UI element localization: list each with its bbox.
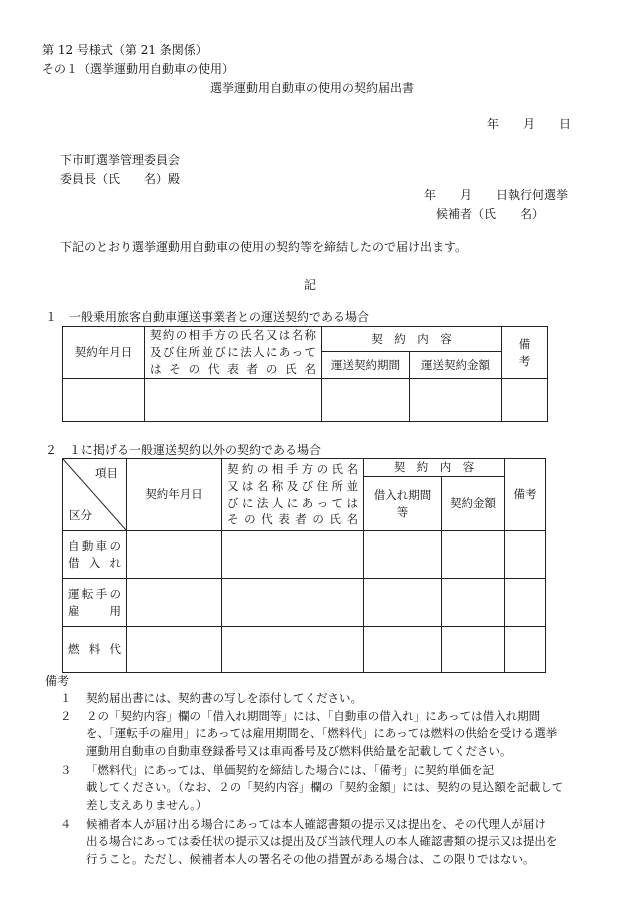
form-sub-number: その１（選挙運動用自動車の使用）: [42, 62, 235, 76]
s2-row-label-car: 自動車の 借入れ: [63, 531, 127, 579]
s2-driver-amount[interactable]: [442, 579, 505, 627]
s2-car-amount[interactable]: [442, 531, 505, 579]
s1-cell-date[interactable]: [63, 379, 145, 422]
s1-header-party: 契約の相手方の氏名又は名称 及び住所並びに法人にあって はその代表者の氏名: [145, 327, 322, 379]
s2-row-label-fuel: 燃料代: [63, 627, 127, 673]
s2-car-party[interactable]: [222, 531, 364, 579]
s2-fuel-period[interactable]: [364, 627, 442, 673]
s1-cell-amount[interactable]: [410, 379, 502, 422]
note-1: １ 契約届出書には、契約書の写しを添付してください。: [60, 691, 362, 705]
s2-header-remarks: 備考: [505, 459, 546, 531]
s2-car-remarks[interactable]: [505, 531, 546, 579]
s2-driver-date[interactable]: [127, 579, 222, 627]
form-number: 第 12 号様式（第 21 条関係）: [42, 43, 208, 57]
s2-car-period[interactable]: [364, 531, 442, 579]
s1-cell-party[interactable]: [145, 379, 322, 422]
s2-driver-party[interactable]: [222, 579, 364, 627]
section2-heading: ２ １に掲げる一般運送契約以外の契約である場合: [45, 443, 322, 457]
s2-header-contract: 契 約 内 容: [364, 459, 505, 477]
document-title: 選挙運動用自動車の使用の契約届出書: [210, 81, 415, 95]
election-line: 年 月 日執行何選挙: [424, 188, 569, 202]
s1-cell-remarks[interactable]: [502, 379, 548, 422]
s2-header-period: 借入れ期間 等: [364, 477, 442, 531]
s2-header-party: 契約の相手方の氏名 又は名称及び住所並 びに法人にあっては その代表者の氏名: [222, 459, 364, 531]
note-4: ４ 候補者本人が届け出る場合にあっては本人確認書類の提示又は提出を、その代理人が届け 出る場合にあっては委任状の提示又は提出及び当該代理人の本人確認書類の提示又は提出を 行うこと。ただし、候補者本人の署名その他の措置がある場合は、この限りではない。: [60, 817, 558, 866]
note-3: ３ 「燃料代」にあっては、単価契約を締結した場合には、「備考」に契約単価を記 載してください。（なお、２の「契約内容」欄の「契約金額」には、契約の見込額を記載して 差し支えありません。）: [60, 763, 564, 812]
s1-header-period: 運送契約期間: [322, 352, 410, 379]
submission-date: 年 月 日: [487, 117, 572, 131]
s1-header-date: 契約年月日: [63, 327, 145, 379]
s2-driver-period[interactable]: [364, 579, 442, 627]
s2-row-label-driver: 運転手の 雇用: [63, 579, 127, 627]
section1-heading: １ 一般乗用旅客自動車運送事業者との運送契約である場合: [45, 310, 370, 324]
s2-header-amount: 契約金額: [442, 477, 505, 531]
s2-driver-remarks[interactable]: [505, 579, 546, 627]
s2-car-date[interactable]: [127, 531, 222, 579]
section2-table: [62, 458, 546, 673]
notes-heading: 備考: [45, 674, 70, 688]
s2-fuel-remarks[interactable]: [505, 627, 546, 673]
s1-header-remarks: 備 考: [502, 327, 548, 379]
s2-fuel-date[interactable]: [127, 627, 222, 673]
candidate-name-line: 候補者（氏 名）: [436, 207, 545, 221]
s2-diag-category-label: 区分: [69, 508, 92, 523]
note-2: ２ ２の「契約内容」欄の「借入れ期間等」には、「自動車の借入れ」にあっては借入れ期間 を、「運転手の雇用」にあっては雇用期間を、「燃料代」にあっては燃料の供給を受ける選挙 運動用自動車の自動車登録番号又は車両番号及び燃料供給量を記載してください。: [60, 709, 558, 758]
s1-cell-period[interactable]: [322, 379, 410, 422]
addressee-chair: 委員長（氏 名）殿: [60, 172, 181, 186]
s1-header-contract: 契 約 内 容: [322, 327, 502, 352]
s2-fuel-amount[interactable]: [442, 627, 505, 673]
s2-diagonal-header: [63, 459, 127, 531]
s1-header-amount: 運送契約金額: [410, 352, 502, 379]
s2-fuel-party[interactable]: [222, 627, 364, 673]
addressee-committee: 下市町選挙管理委員会: [60, 153, 181, 167]
s2-diag-item-label: 項目: [95, 466, 118, 480]
ki-mark: 記: [304, 278, 317, 292]
s2-header-date: 契約年月日: [127, 459, 222, 531]
statement-text: 下記のとおり選挙運動用自動車の使用の契約等を締結したので届け出ます。: [60, 240, 468, 254]
section1-table: [62, 326, 548, 422]
